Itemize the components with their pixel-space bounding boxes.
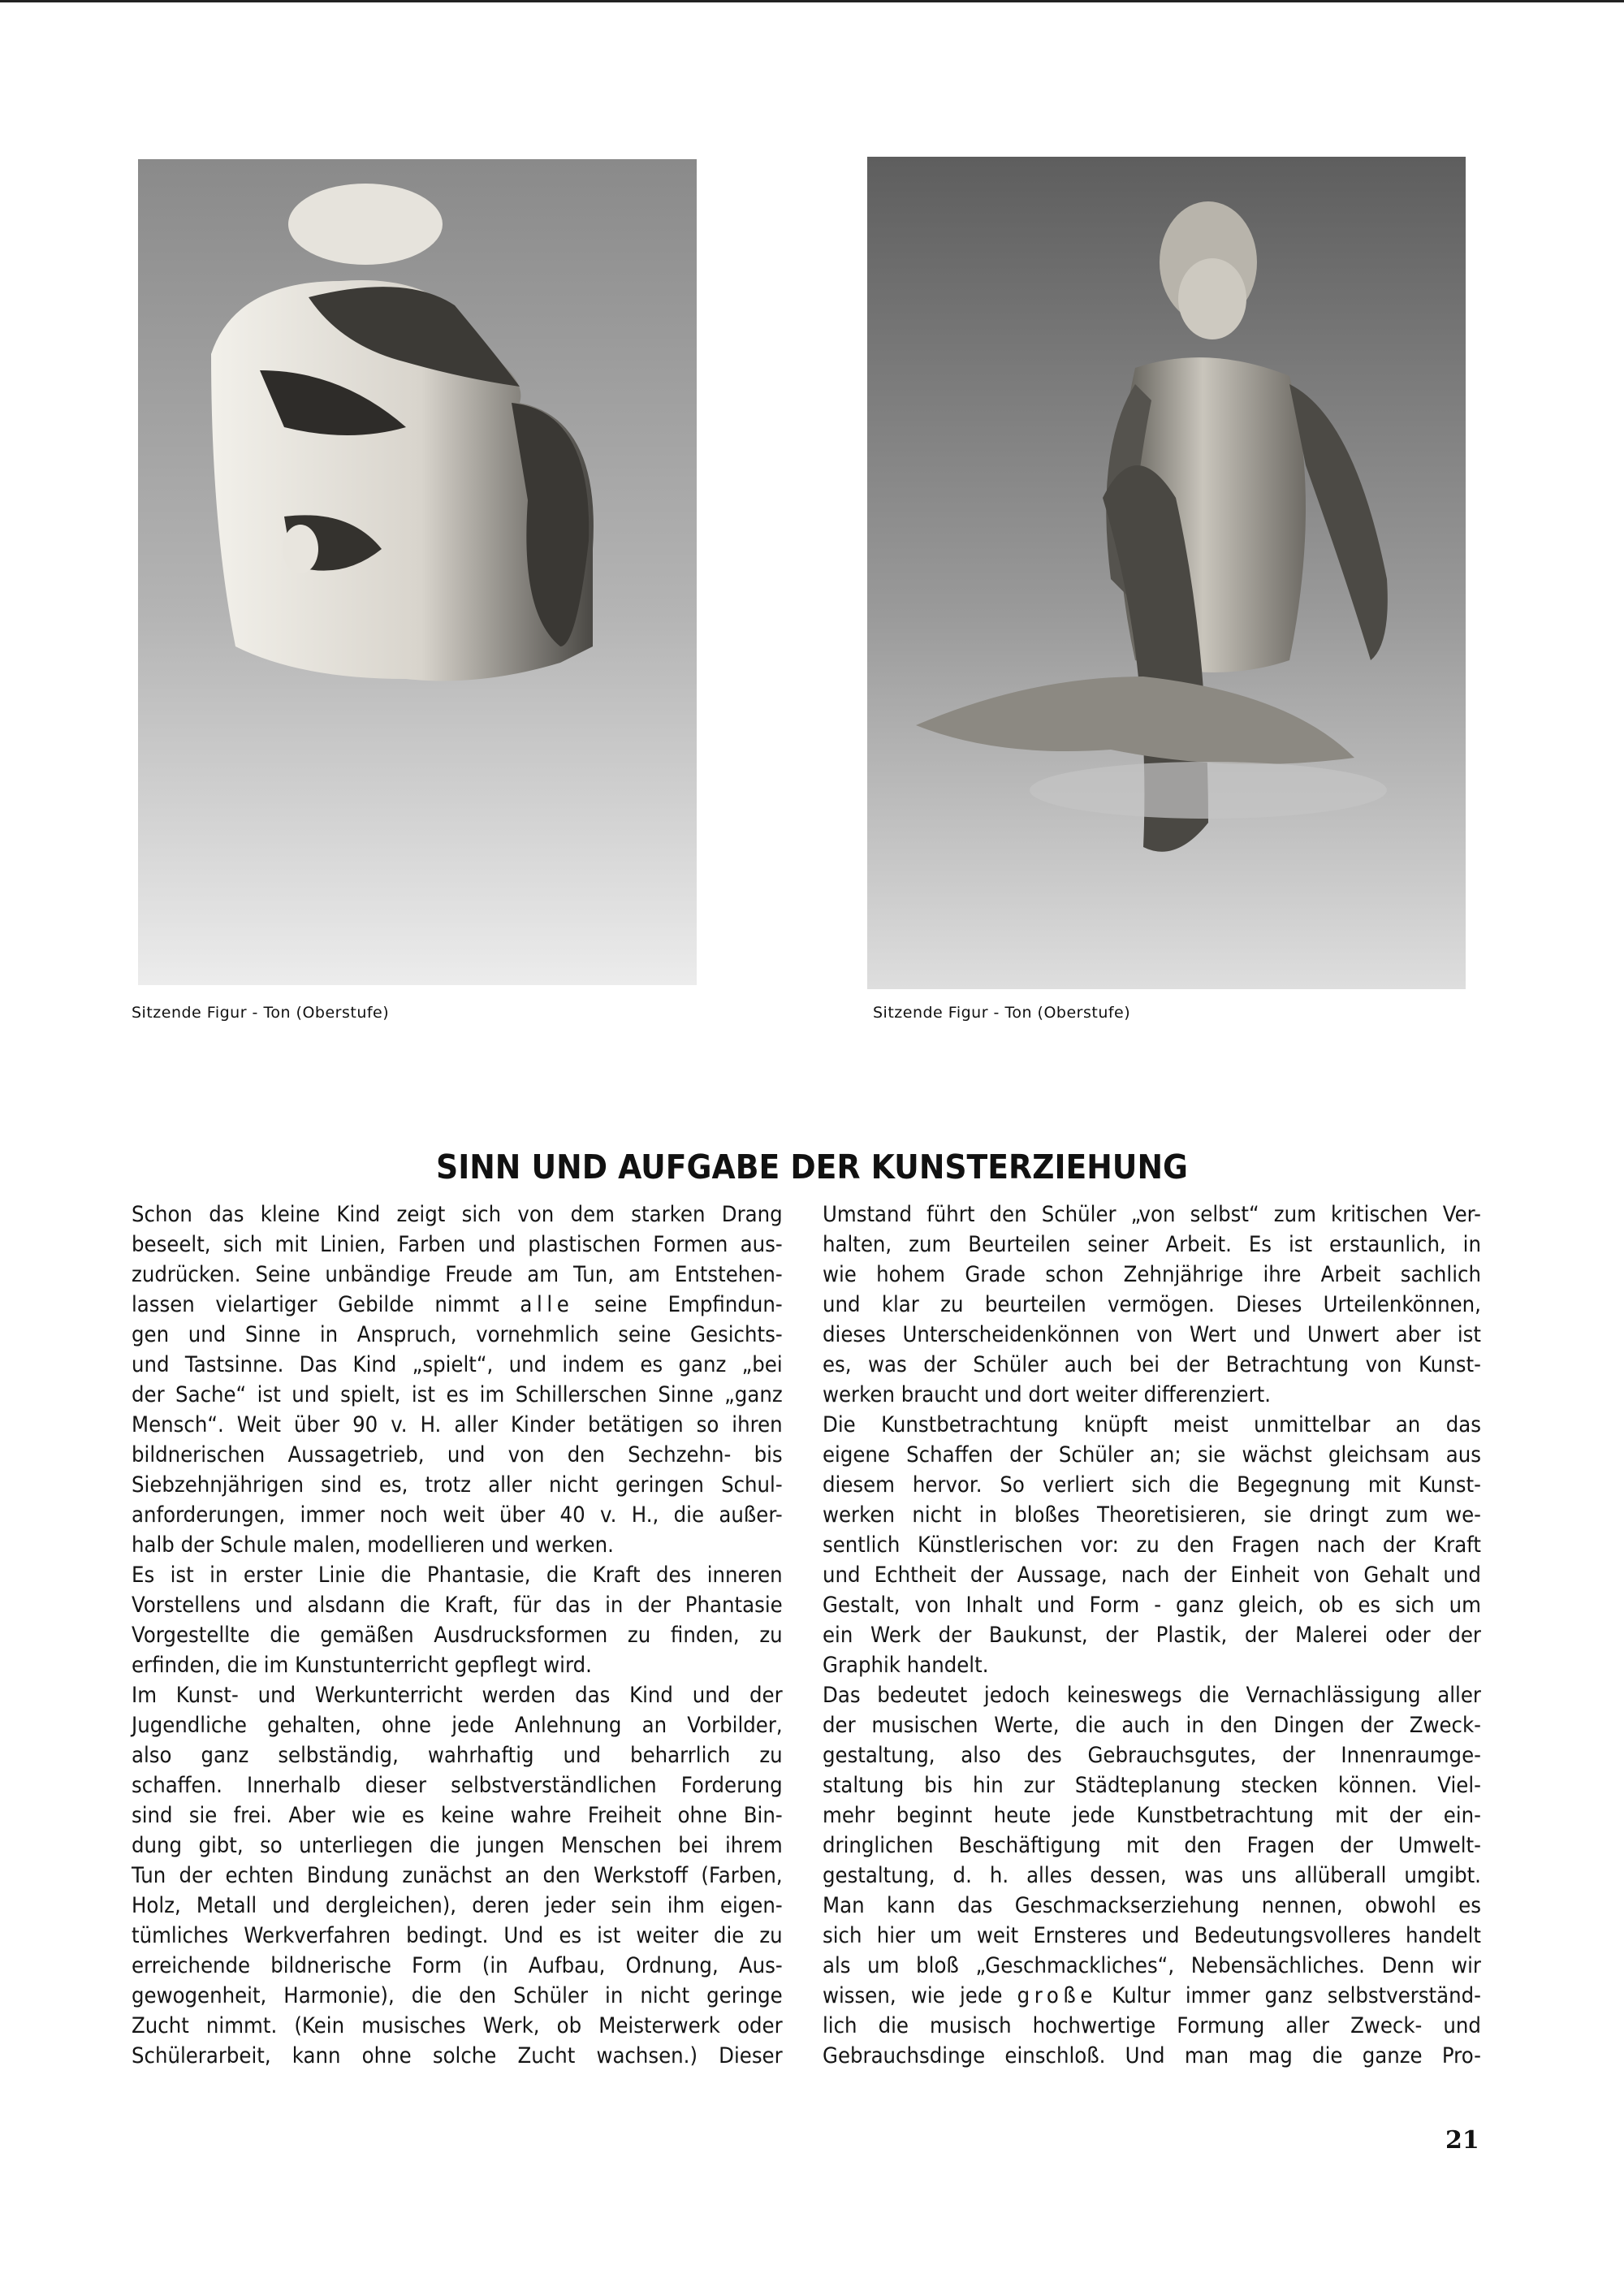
text-line: beseelt, sich mit Linien, Farben und plastischen Formen aus- bbox=[132, 1233, 783, 1257]
top-border-rule bbox=[0, 0, 1624, 2]
text-line: tümliches Werkverfahren bedingt. Und es ist weiter die zu bbox=[132, 1924, 783, 1948]
text-line: Zucht nimmt. (Kein musisches Werk, ob Meisterwerk oder bbox=[132, 2014, 783, 2038]
text-line: sind sie frei. Aber wie es keine wahre Freiheit ohne Bin- bbox=[132, 1804, 783, 1828]
figure-caption-left: Sitzende Figur - Ton (Oberstufe) bbox=[132, 1004, 390, 1022]
text-line: Siebzehnjährigen sind es, trotz aller nicht geringen Schul- bbox=[132, 1473, 783, 1498]
text-line: gewogenheit, Harmonie), die den Schüler in nicht geringe bbox=[132, 1984, 783, 2008]
page-number: 21 bbox=[1445, 2126, 1479, 2155]
text-line: dieses Unterscheidenkönnen von Wert und Unwert aber ist bbox=[823, 1323, 1481, 1347]
text-fragment: lassen vielartiger Gebilde nimmt bbox=[132, 1293, 499, 1317]
text-line: dringlichen Beschäftigung mit den Fragen der Umwelt- bbox=[823, 1834, 1481, 1858]
text-line: Jugendliche gehalten, ohne jede Anlehnung an Vorbilder, bbox=[132, 1714, 783, 1738]
text-fragment: Kultur immer ganz selbstverständ- bbox=[1112, 1984, 1481, 2008]
text-line: Man kann das Geschmackserziehung nennen, obwohl es bbox=[823, 1894, 1481, 1918]
text-line: mehr beginnt heute jede Kunstbetrachtung mit der ein- bbox=[823, 1804, 1481, 1828]
text-line: Mensch“. Weit über 90 v. H. aller Kinder betätigen so ihren bbox=[132, 1413, 783, 1437]
text-line: Im Kunst- und Werkunterricht werden das Kind und der bbox=[132, 1684, 783, 1708]
text-line: erfinden, die im Kunstunterricht gepflegt wird. bbox=[132, 1653, 592, 1678]
text-line: Das bedeutet jedoch keineswegs die Vernachlässigung aller bbox=[823, 1684, 1481, 1708]
sculpture-photo-right bbox=[867, 157, 1466, 989]
text-line: sentlich Künstlerischen vor: zu den Fragen nach der Kraft bbox=[823, 1533, 1481, 1558]
text-line: und Echtheit der Aussage, nach der Einheit von Gehalt und bbox=[823, 1563, 1481, 1588]
text-line: Es ist in erster Linie die Phantasie, die Kraft des inneren bbox=[132, 1563, 783, 1588]
text-line: schaffen. Innerhalb dieser selbstverständlichen Forderung bbox=[132, 1774, 783, 1798]
article-column-right bbox=[823, 1200, 1481, 2072]
text-line: und klar zu beurteilen vermögen. Dieses Urteilenkönnen, bbox=[823, 1293, 1481, 1317]
text-line-emphasis bbox=[823, 1982, 1481, 2012]
text-line: Gebrauchsdinge einschloß. Und man mag die ganze Pro- bbox=[823, 2044, 1481, 2068]
text-line: Die Kunstbetrachtung knüpft meist unmittelbar an das bbox=[823, 1413, 1481, 1437]
text-line: lich die musisch hochwertige Formung aller Zweck- und bbox=[823, 2014, 1481, 2038]
text-line: eigene Schaffen der Schüler an; sie wächst gleichsam aus bbox=[823, 1443, 1481, 1468]
text-line: staltung bis hin zur Städteplanung stecken können. Viel- bbox=[823, 1774, 1481, 1798]
text-line: werken nicht in bloßes Theoretisieren, sie dringt zum we- bbox=[823, 1503, 1481, 1528]
text-line: Umstand führt den Schüler „von selbst“ zum kritischen Ver- bbox=[823, 1203, 1481, 1227]
text-line: gestaltung, also des Gebrauchsgutes, der Innenraumge- bbox=[823, 1744, 1481, 1768]
text-line: Vorgestellte die gemäßen Ausdrucksformen zu finden, zu bbox=[132, 1623, 783, 1648]
text-line: gestaltung, d. h. alles dessen, was uns allüberall umgibt. bbox=[823, 1864, 1481, 1888]
figure-caption-right: Sitzende Figur - Ton (Oberstufe) bbox=[873, 1004, 1131, 1022]
text-line: Tun der echten Bindung zunächst an den Werkstoff (Farben, bbox=[132, 1864, 783, 1888]
emphasized-word: große bbox=[1017, 1984, 1098, 2008]
text-line: der musischen Werte, die auch in den Dingen der Zweck- bbox=[823, 1714, 1481, 1738]
text-line: ein Werk der Baukunst, der Plastik, der Malerei oder der bbox=[823, 1623, 1481, 1648]
emphasized-word: alle bbox=[520, 1293, 574, 1317]
photo-seated-figure-thinking bbox=[138, 159, 697, 985]
text-line: Holz, Metall und dergleichen), deren jeder sein ihm eigen- bbox=[132, 1894, 783, 1918]
text-line: erreichende bildnerische Form (in Aufbau, Ordnung, Aus- bbox=[132, 1954, 783, 1978]
text-line: dung gibt, so unterliegen die jungen Menschen bei ihrem bbox=[132, 1834, 783, 1858]
text-line: halten, zum Beurteilen seiner Arbeit. Es ist erstaunlich, in bbox=[823, 1233, 1481, 1257]
text-line-emphasis bbox=[132, 1290, 783, 1321]
text-line: wie hohem Grade schon Zehnjährige ihre Arbeit sachlich bbox=[823, 1263, 1481, 1287]
sculpture-photo-left bbox=[138, 159, 697, 985]
text-line: der Sache“ ist und spielt, ist es im Schillerschen Sinne „ganz bbox=[132, 1383, 783, 1407]
text-line: Vorstellens und alsdann die Kraft, für das in der Phantasie bbox=[132, 1593, 783, 1618]
text-line: bildnerischen Aussagetrieb, und von den Sechzehn- bis bbox=[132, 1443, 783, 1468]
text-line: also ganz selbständig, wahrhaftig und beharrlich zu bbox=[132, 1744, 783, 1768]
article-column-left bbox=[132, 1200, 783, 2072]
text-line: anforderungen, immer noch weit über 40 v. H., die außer- bbox=[132, 1503, 783, 1528]
text-line: gen und Sinne in Anspruch, vornehmlich seine Gesichts- bbox=[132, 1323, 783, 1347]
text-line: halb der Schule malen, modellieren und werken. bbox=[132, 1533, 614, 1558]
text-line: als um bloß „Geschmackliches“, Nebensächliches. Denn wir bbox=[823, 1954, 1481, 1978]
text-line: es, was der Schüler auch bei der Betrachtung von Kunst- bbox=[823, 1353, 1481, 1377]
text-line: Gestalt, von Inhalt und Form - ganz gleich, ob es sich um bbox=[823, 1593, 1481, 1618]
photo-seated-figure-reclining bbox=[867, 157, 1466, 989]
text-fragment: seine Empfindun- bbox=[594, 1293, 783, 1317]
text-line: werken braucht und dort weiter differenziert. bbox=[823, 1383, 1271, 1407]
text-line: diesem hervor. So verliert sich die Begegnung mit Kunst- bbox=[823, 1473, 1481, 1498]
text-line: Graphik handelt. bbox=[823, 1653, 989, 1678]
text-line: zudrücken. Seine unbändige Freude am Tun, am Entstehen- bbox=[132, 1263, 783, 1287]
article-title: SINN UND AUFGABE DER KUNSTERZIEHUNG bbox=[436, 1148, 1188, 1187]
text-line: sich hier um weit Ernsteres und Bedeutungsvolleres handelt bbox=[823, 1924, 1481, 1948]
text-line: und Tastsinne. Das Kind „spielt“, und indem es ganz „bei bbox=[132, 1353, 783, 1377]
text-line: Schülerarbeit, kann ohne solche Zucht wachsen.) Dieser bbox=[132, 2044, 783, 2068]
text-fragment: wissen, wie jede bbox=[823, 1984, 1003, 2008]
text-line: Schon das kleine Kind zeigt sich von dem starken Drang bbox=[132, 1203, 783, 1227]
